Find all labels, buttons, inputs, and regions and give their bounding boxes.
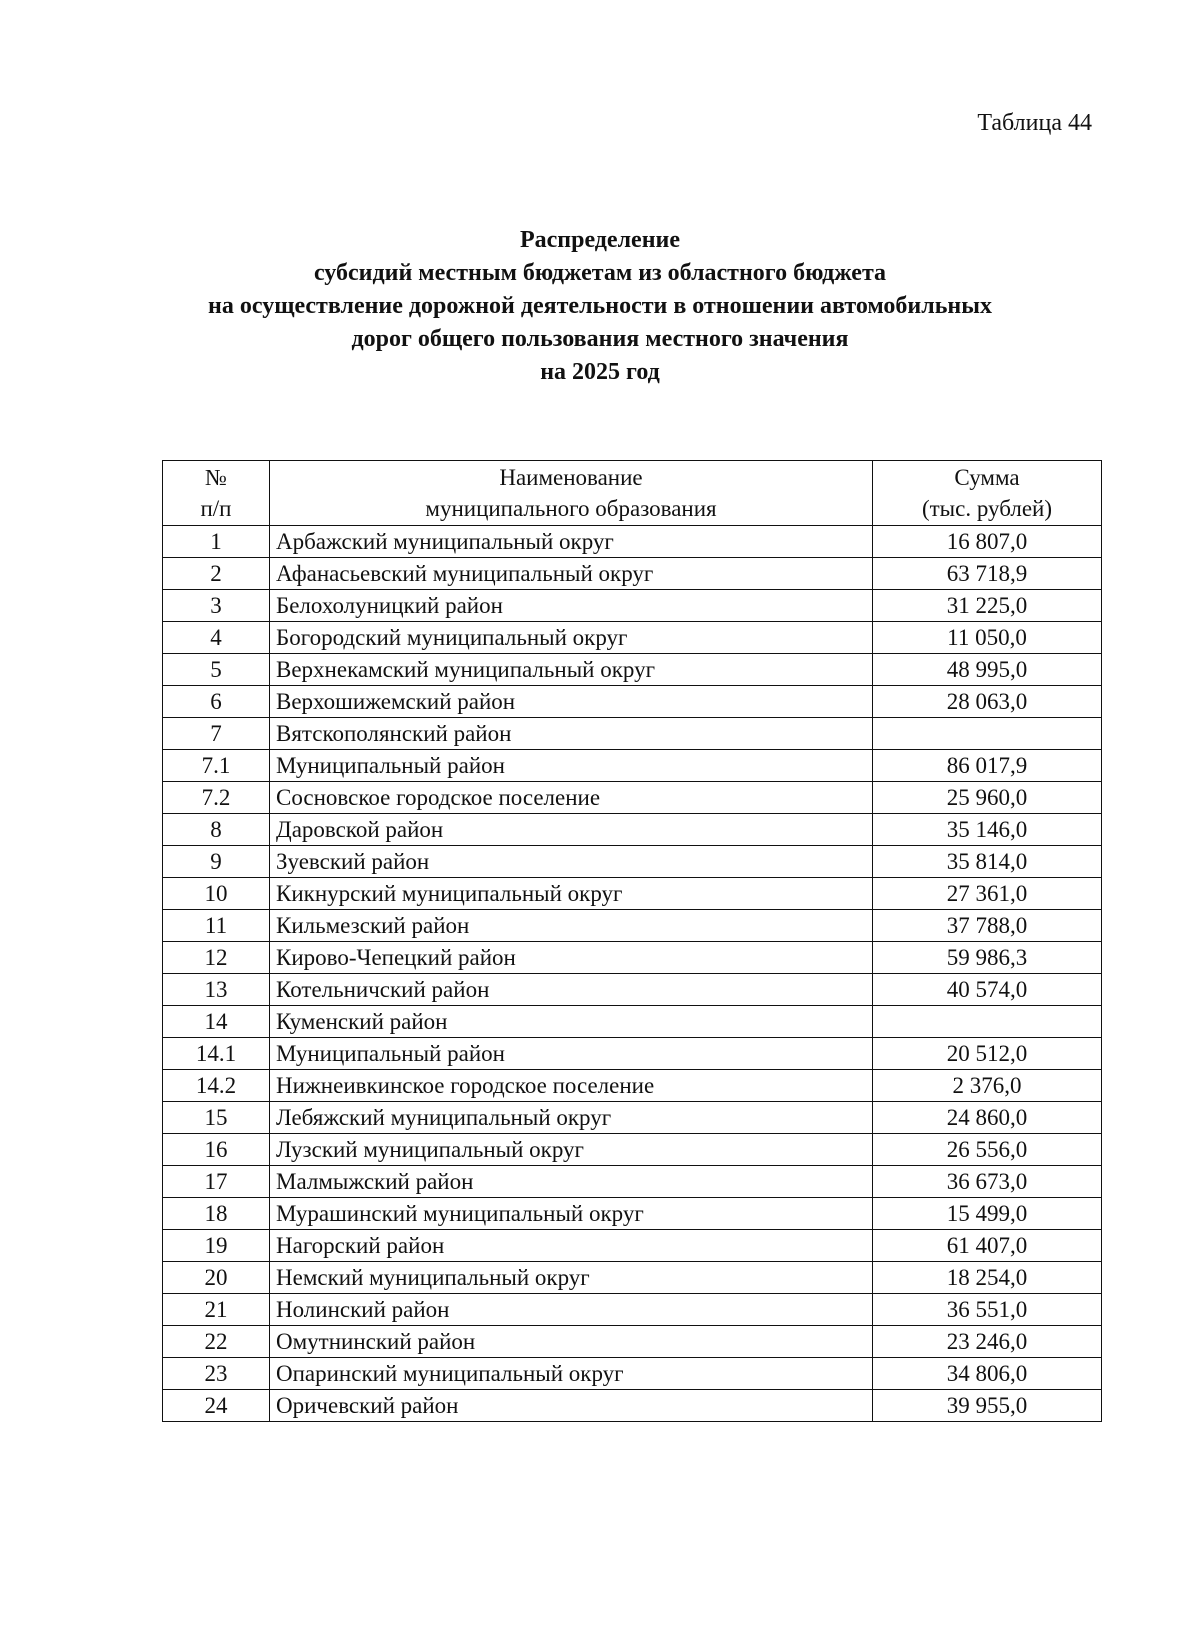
row-sum: 11 050,0 xyxy=(873,622,1102,654)
row-sum: 2 376,0 xyxy=(873,1070,1102,1102)
row-name: Нолинский район xyxy=(270,1294,873,1326)
row-sum: 31 225,0 xyxy=(873,590,1102,622)
row-number: 4 xyxy=(163,622,270,654)
row-number: 14.1 xyxy=(163,1038,270,1070)
row-sum: 59 986,3 xyxy=(873,942,1102,974)
row-name: Нижнеивкинское городское поселение xyxy=(270,1070,873,1102)
row-number: 14.2 xyxy=(163,1070,270,1102)
row-number: 7.1 xyxy=(163,750,270,782)
row-number: 17 xyxy=(163,1166,270,1198)
table-row xyxy=(163,1294,1102,1326)
subsidy-table xyxy=(162,460,1102,1422)
row-name: Кирово-Чепецкий район xyxy=(270,942,873,974)
table-row xyxy=(163,846,1102,878)
row-number: 14 xyxy=(163,1006,270,1038)
row-number: 12 xyxy=(163,942,270,974)
row-name: Белохолуницкий район xyxy=(270,590,873,622)
table-row xyxy=(163,1390,1102,1422)
row-sum: 35 814,0 xyxy=(873,846,1102,878)
row-name: Арбажский муниципальный округ xyxy=(270,526,873,558)
row-name: Кикнурский муниципальный округ xyxy=(270,878,873,910)
table-number-label: Таблица 44 xyxy=(977,110,1092,136)
row-number: 5 xyxy=(163,654,270,686)
row-name: Немский муниципальный округ xyxy=(270,1262,873,1294)
row-sum: 39 955,0 xyxy=(873,1390,1102,1422)
row-name: Сосновское городское поселение xyxy=(270,782,873,814)
row-sum: 37 788,0 xyxy=(873,910,1102,942)
row-sum: 16 807,0 xyxy=(873,526,1102,558)
row-sum: 24 860,0 xyxy=(873,1102,1102,1134)
table-row xyxy=(163,1230,1102,1262)
row-name: Нагорский район xyxy=(270,1230,873,1262)
header-name: Наименование муниципального образования xyxy=(270,461,873,526)
row-sum: 48 995,0 xyxy=(873,654,1102,686)
row-sum: 28 063,0 xyxy=(873,686,1102,718)
table-row xyxy=(163,1198,1102,1230)
title-line: субсидий местным бюджетам из областного бюджета xyxy=(313,260,887,286)
row-sum xyxy=(873,718,1102,750)
row-name: Верхнекамский муниципальный округ xyxy=(270,654,873,686)
table-row xyxy=(163,686,1102,718)
row-name: Афанасьевский муниципальный округ xyxy=(270,558,873,590)
table-row xyxy=(163,1166,1102,1198)
table-row xyxy=(163,1070,1102,1102)
row-number: 21 xyxy=(163,1294,270,1326)
row-sum: 34 806,0 xyxy=(873,1358,1102,1390)
row-name: Малмыжский район xyxy=(270,1166,873,1198)
row-sum: 25 960,0 xyxy=(873,782,1102,814)
row-name: Зуевский район xyxy=(270,846,873,878)
row-sum: 36 673,0 xyxy=(873,1166,1102,1198)
row-name: Муниципальный район xyxy=(270,1038,873,1070)
table-row xyxy=(163,814,1102,846)
row-sum: 18 254,0 xyxy=(873,1262,1102,1294)
table-row xyxy=(163,622,1102,654)
table-row xyxy=(163,654,1102,686)
row-number: 19 xyxy=(163,1230,270,1262)
title-line: на осуществление дорожной деятельности в отношении автомобильных xyxy=(208,293,992,319)
row-name: Оричевский район xyxy=(270,1390,873,1422)
table-row xyxy=(163,558,1102,590)
row-sum: 40 574,0 xyxy=(873,974,1102,1006)
row-sum: 20 512,0 xyxy=(873,1038,1102,1070)
table-row xyxy=(163,1262,1102,1294)
row-number: 23 xyxy=(163,1358,270,1390)
table-row xyxy=(163,1006,1102,1038)
header-number: № п/п xyxy=(163,461,270,526)
row-name: Вятскополянский район xyxy=(270,718,873,750)
row-name: Омутнинский район xyxy=(270,1326,873,1358)
table-row xyxy=(163,1038,1102,1070)
row-number: 11 xyxy=(163,910,270,942)
table-row xyxy=(163,526,1102,558)
row-number: 10 xyxy=(163,878,270,910)
row-number: 6 xyxy=(163,686,270,718)
document-title xyxy=(100,224,1100,389)
row-number: 22 xyxy=(163,1326,270,1358)
row-number: 1 xyxy=(163,526,270,558)
row-name: Мурашинский муниципальный округ xyxy=(270,1198,873,1230)
table-row xyxy=(163,1134,1102,1166)
table-row xyxy=(163,782,1102,814)
row-number: 9 xyxy=(163,846,270,878)
table-row xyxy=(163,910,1102,942)
title-line: на 2025 год xyxy=(540,359,660,385)
row-number: 16 xyxy=(163,1134,270,1166)
row-sum xyxy=(873,1006,1102,1038)
row-number: 13 xyxy=(163,974,270,1006)
row-sum: 27 361,0 xyxy=(873,878,1102,910)
row-number: 24 xyxy=(163,1390,270,1422)
row-name: Даровской район xyxy=(270,814,873,846)
row-number: 7.2 xyxy=(163,782,270,814)
row-name: Муниципальный район xyxy=(270,750,873,782)
title-line: дорог общего пользования местного значения xyxy=(351,326,849,352)
row-sum: 61 407,0 xyxy=(873,1230,1102,1262)
row-name: Лузский муниципальный округ xyxy=(270,1134,873,1166)
row-sum: 15 499,0 xyxy=(873,1198,1102,1230)
row-number: 8 xyxy=(163,814,270,846)
row-name: Опаринский муниципальный округ xyxy=(270,1358,873,1390)
table-header-row xyxy=(163,461,1102,526)
row-name: Котельничский район xyxy=(270,974,873,1006)
table-row xyxy=(163,1358,1102,1390)
table-body xyxy=(163,526,1102,1422)
row-name: Верхошижемский район xyxy=(270,686,873,718)
table-row xyxy=(163,590,1102,622)
table-row xyxy=(163,718,1102,750)
title-line: Распределение xyxy=(519,227,681,253)
row-number: 20 xyxy=(163,1262,270,1294)
table-row xyxy=(163,878,1102,910)
row-number: 18 xyxy=(163,1198,270,1230)
row-sum: 63 718,9 xyxy=(873,558,1102,590)
row-sum: 23 246,0 xyxy=(873,1326,1102,1358)
header-sum: Сумма (тыс. рублей) xyxy=(873,461,1102,526)
table-row xyxy=(163,974,1102,1006)
row-sum: 35 146,0 xyxy=(873,814,1102,846)
row-sum: 26 556,0 xyxy=(873,1134,1102,1166)
row-number: 3 xyxy=(163,590,270,622)
table-row xyxy=(163,1102,1102,1134)
table-row xyxy=(163,750,1102,782)
row-name: Куменский район xyxy=(270,1006,873,1038)
row-number: 7 xyxy=(163,718,270,750)
row-sum: 36 551,0 xyxy=(873,1294,1102,1326)
table-row xyxy=(163,1326,1102,1358)
row-number: 15 xyxy=(163,1102,270,1134)
row-sum: 86 017,9 xyxy=(873,750,1102,782)
row-number: 2 xyxy=(163,558,270,590)
row-name: Кильмезский район xyxy=(270,910,873,942)
row-name: Богородский муниципальный округ xyxy=(270,622,873,654)
row-name: Лебяжский муниципальный округ xyxy=(270,1102,873,1134)
table-row xyxy=(163,942,1102,974)
